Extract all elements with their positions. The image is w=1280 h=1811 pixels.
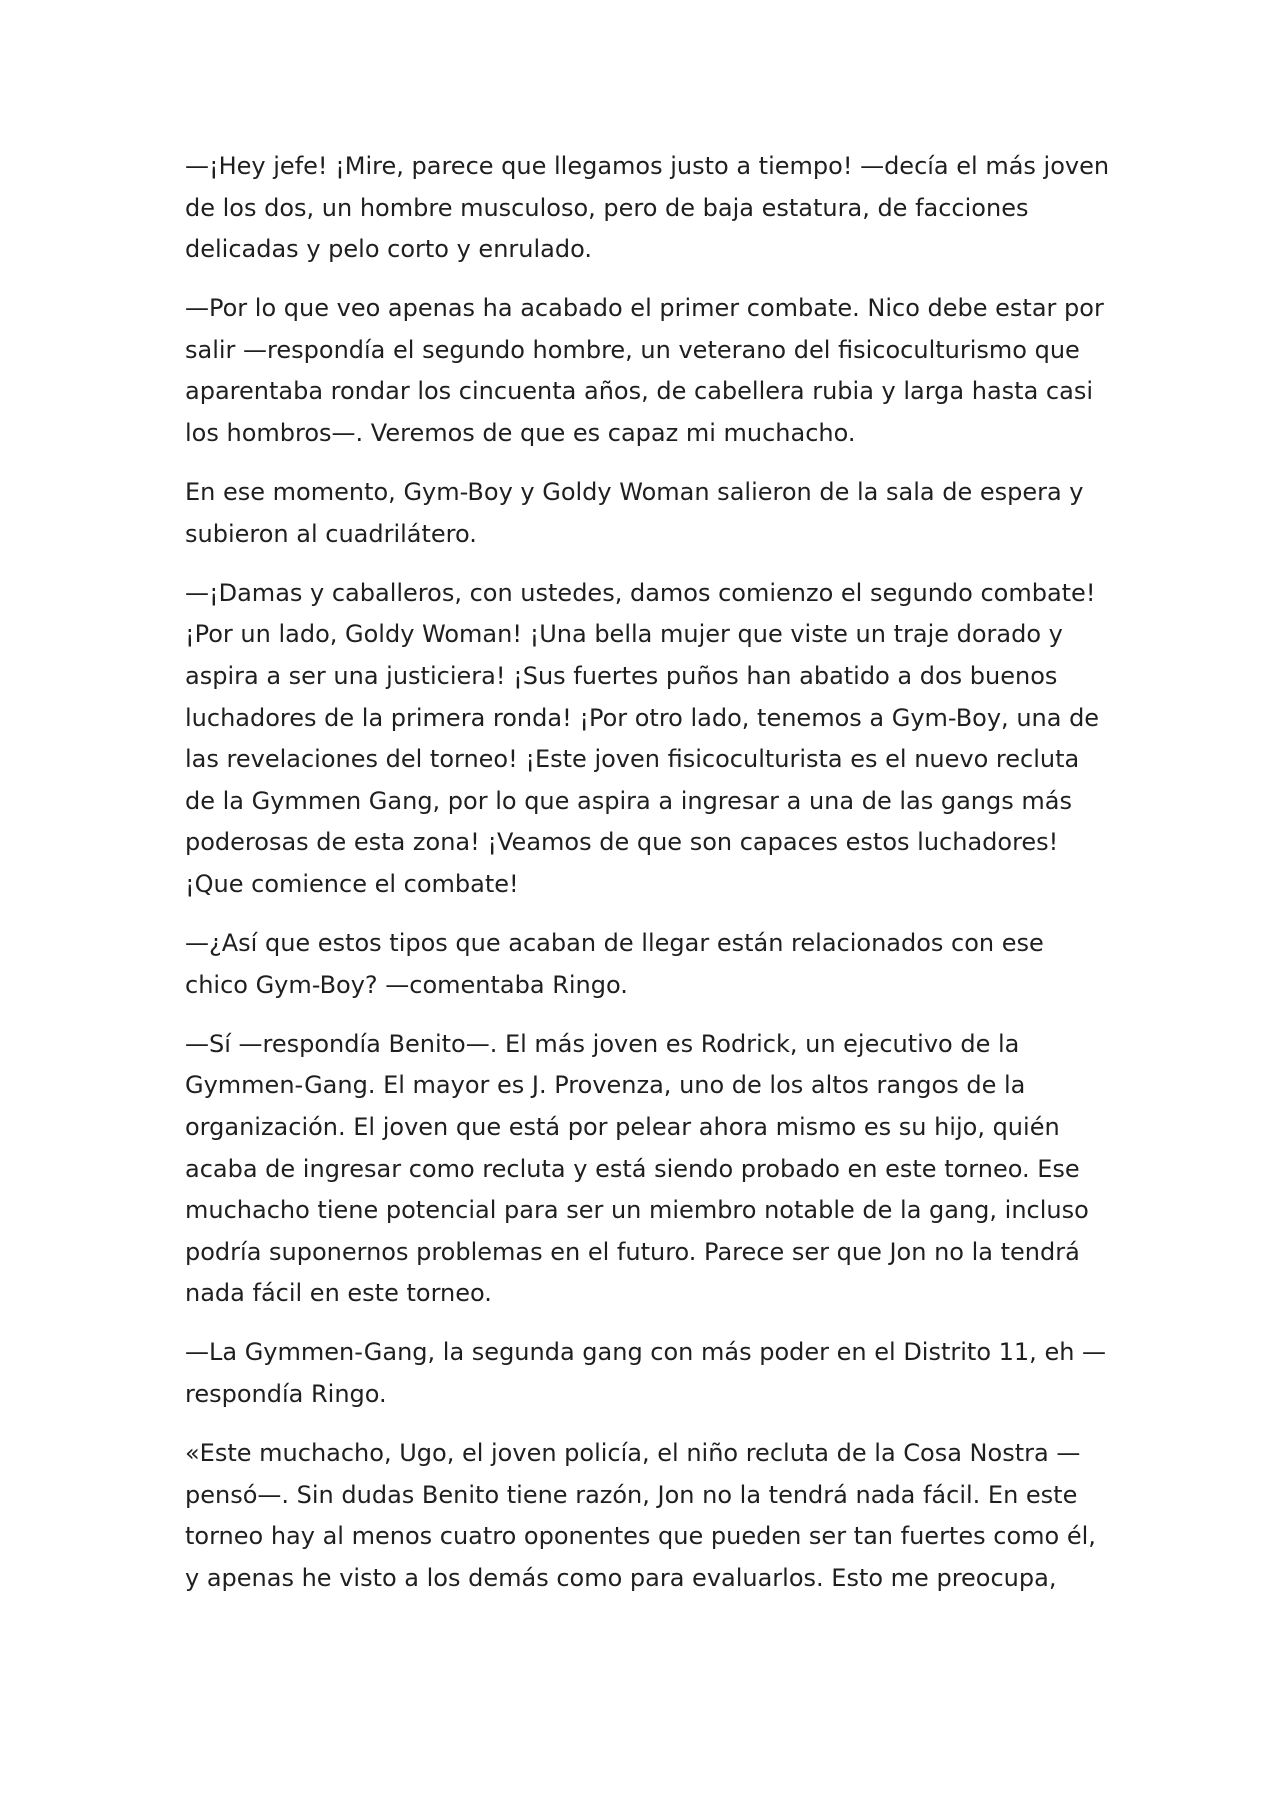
paragraph — [185, 1433, 1105, 1599]
text-line: —¡Hey jefe! ¡Mire, parece que llegamos justo a tiempo! —decía el más joven — [185, 152, 1110, 180]
text-line: de la Gymmen Gang, por lo que aspira a ingresar a una de las gangs más — [185, 786, 1072, 815]
text-line: —La Gymmen-Gang, la segunda gang con más poder en el Distrito 11, eh — — [185, 1338, 1107, 1367]
text-line: «Este muchacho, Ugo, el joven policía, el niño recluta de la Cosa Nostra — — [185, 1439, 1081, 1468]
text-line: —Por lo que veo apenas ha acabado el primer combate. Nico debe estar por — [185, 294, 1104, 323]
paragraph — [185, 472, 1105, 555]
text-line: muchacho tiene potencial para ser un miembro notable de la gang, incluso — [185, 1196, 1089, 1225]
text-line: Gymmen-Gang. El mayor es J. Provenza, uno de los altos rangos de la — [185, 1071, 1026, 1100]
text-line: chico Gym-Boy? —comentaba Ringo. — [185, 970, 628, 999]
text-line: —¿Así que estos tipos que acaban de llegar están relacionados con ese — [185, 929, 1044, 958]
text-line: de los dos, un hombre musculoso, pero de baja estatura, de facciones — [185, 193, 1029, 222]
text-line: los hombros—. Veremos de que es capaz mi muchacho. — [185, 419, 856, 448]
text-line: pensó—. Sin dudas Benito tiene razón, Jon no la tendrá nada fácil. En este — [185, 1480, 1078, 1509]
text-line: respondía Ringo. — [185, 1380, 387, 1409]
text-line: acaba de ingresar como recluta y está siendo probado en este torneo. Ese — [185, 1154, 1080, 1183]
paragraph — [185, 288, 1105, 454]
text-line: podría suponernos problemas en el futuro. Parece ser que Jon no la tendrá — [185, 1237, 1080, 1266]
text-line: ¡Por un lado, Goldy Woman! ¡Una bella mujer que viste un traje dorado y — [185, 620, 1063, 649]
text-line: luchadores de la primera ronda! ¡Por otro lado, tenemos a Gym-Boy, una de — [185, 703, 1100, 732]
text-line: delicadas y pelo corto y enrulado. — [185, 235, 592, 264]
text-line: salir —respondía el segundo hombre, un veterano del fisicoculturismo que — [185, 335, 1080, 364]
text-line: torneo hay al menos cuatro oponentes que pueden ser tan fuertes como él, — [185, 1522, 1096, 1551]
text-line: las revelaciones del torneo! ¡Este joven fisicoculturista es el nuevo recluta — [185, 745, 1080, 774]
paragraph — [185, 1332, 1105, 1415]
text-line: y apenas he visto a los demás como para evaluarlos. Esto me preocupa, — [185, 1563, 1057, 1592]
text-line: subieron al cuadrilátero. — [185, 519, 477, 548]
text-line: —¡Damas y caballeros, con ustedes, damos comienzo el segundo combate! — [185, 578, 1096, 607]
document-body — [185, 146, 1110, 1617]
text-line: organización. El joven que está por pelear ahora mismo es su hijo, quién — [185, 1112, 1060, 1141]
paragraph — [185, 1024, 1105, 1315]
text-line: —Sí —respondía Benito—. El más joven es Rodrick, un ejecutivo de la — [185, 1029, 1020, 1058]
text-line: nada fácil en este torneo. — [185, 1279, 492, 1308]
text-line: aspira a ser una justiciera! ¡Sus fuertes puños han abatido a dos buenos — [185, 662, 1058, 691]
paragraph — [185, 146, 1110, 271]
text-line: ¡Que comience el combate! — [185, 870, 519, 898]
text-line: En ese momento, Gym-Boy y Goldy Woman salieron de la sala de espera y — [185, 478, 1084, 507]
paragraph — [185, 573, 1105, 906]
text-line: poderosas de esta zona! ¡Veamos de que son capaces estos luchadores! — [185, 828, 1059, 857]
paragraph — [185, 923, 1105, 1006]
text-line: aparentaba rondar los cincuenta años, de cabellera rubia y larga hasta casi — [185, 377, 1093, 406]
